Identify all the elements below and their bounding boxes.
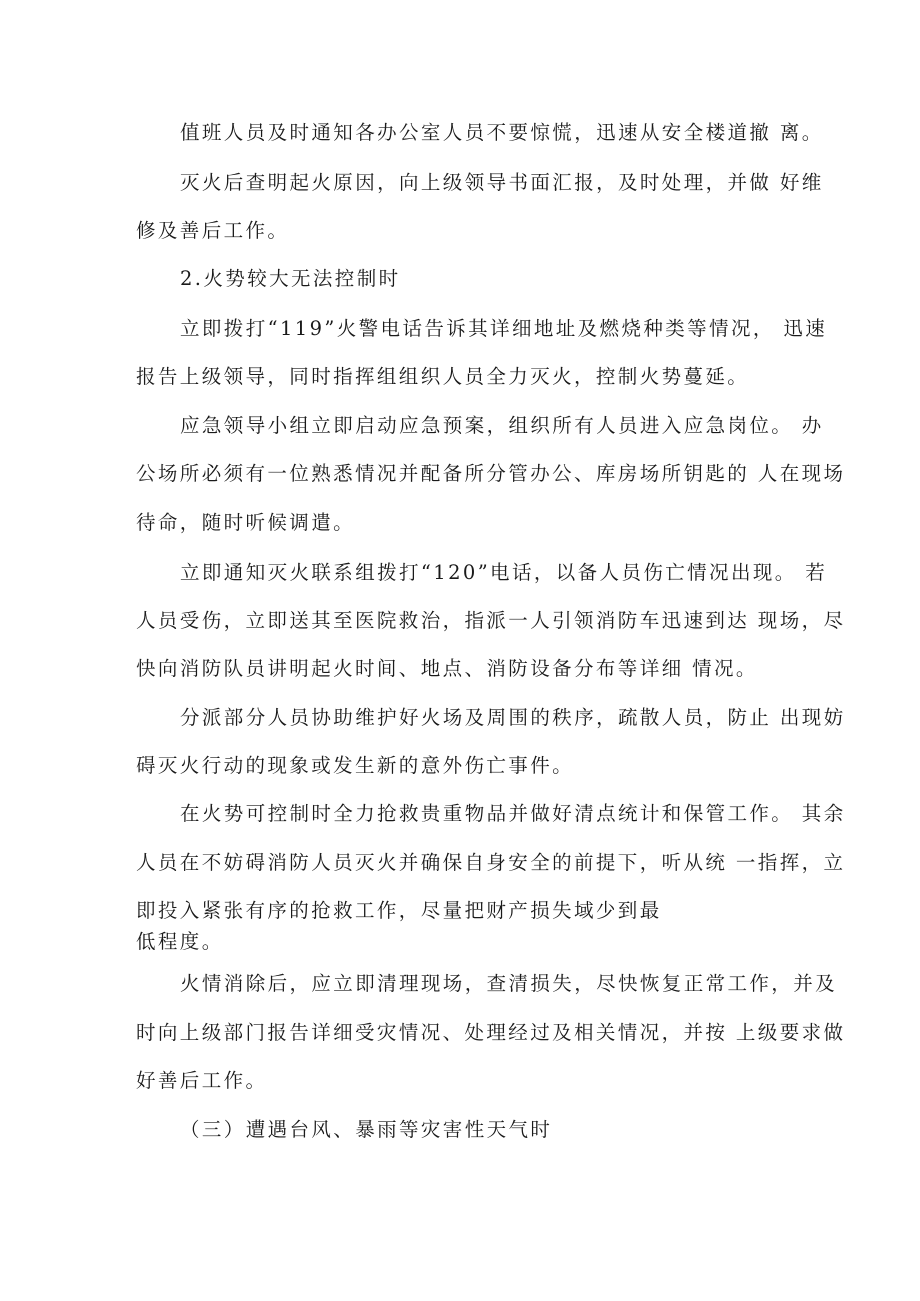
section-heading-typhoon-rainstorm: （三）遭遇台风、暴雨等灾害性天气时 <box>180 1118 553 1141</box>
paragraph-call-119-line-1: 立即拨打“119”火警电话告诉其详细地址及燃烧种类等情况， 迅速 <box>180 317 828 340</box>
paragraph-after-extinguish-line-3: 好善后工作。 <box>136 1069 268 1092</box>
paragraph-emergency-plan-line-2: 公场所必须有一位熟悉情况并配备所分管办公、库房场所钥匙的 人在现场 <box>136 462 846 485</box>
paragraph-rescue-valuables-line-1: 在火势可控制时全力抢救贵重物品并做好清点统计和保管工作。 其余 <box>180 802 846 825</box>
paragraph-call-120-line-3: 快向消防队员讲明起火时间、地点、消防设备分布等详细 情况。 <box>136 657 758 680</box>
paragraph-call-120-line-2: 人员受伤，立即送其至医院救治，指派一人引领消防车迅速到达 现场，尽 <box>136 609 846 632</box>
section-heading-uncontrollable-fire: 2.火势较大无法控制时 <box>180 267 401 290</box>
paragraph-maintain-order-line-1: 分派部分人员协助维护好火场及周围的秩序，疏散人员，防止 出现妨 <box>180 706 846 729</box>
paragraph-duty-staff-line-1: 值班人员及时通知各办公室人员不要惊慌，迅速从安全楼道撤 离。 <box>180 121 824 144</box>
paragraph-call-119-line-2: 报告上级领导，同时指挥组组织人员全力灭火，控制火势蔓延。 <box>136 365 750 388</box>
paragraph-after-fire-line-1: 灭火后查明起火原因，向上级领导书面汇报，及时处理，并做 好维 <box>180 171 824 194</box>
paragraph-after-extinguish-line-1: 火情消除后，应立即清理现场，查清损失，尽快恢复正常工作，并及 <box>180 972 838 995</box>
paragraph-rescue-valuables-line-3: 即投入紧张有序的抢救工作，尽量把财产损失域少到最 <box>136 899 662 922</box>
paragraph-rescue-valuables-line-2: 人员在不妨碍消防人员灭火并确保自身安全的前提下，听从统 一指挥，立 <box>136 851 846 874</box>
paragraph-emergency-plan-line-1: 应急领导小组立即启动应急预案，组织所有人员进入应急岗位。 办 <box>180 414 824 437</box>
paragraph-maintain-order-line-2: 碍灭火行动的现象或发生新的意外伤亡事件。 <box>136 754 575 777</box>
paragraph-emergency-plan-line-3: 待命，随时听候调遣。 <box>136 511 356 534</box>
paragraph-after-fire-line-2: 修及善后工作。 <box>136 219 290 242</box>
paragraph-rescue-valuables-line-4: 低程度。 <box>136 930 224 953</box>
paragraph-call-120-line-1: 立即通知灭火联系组拨打“120”电话，以备人员伤亡情况出现。 若 <box>180 561 828 584</box>
paragraph-after-extinguish-line-2: 时向上级部门报告详细受灾情况、处理经过及相关情况，并按 上级要求做 <box>136 1021 846 1044</box>
